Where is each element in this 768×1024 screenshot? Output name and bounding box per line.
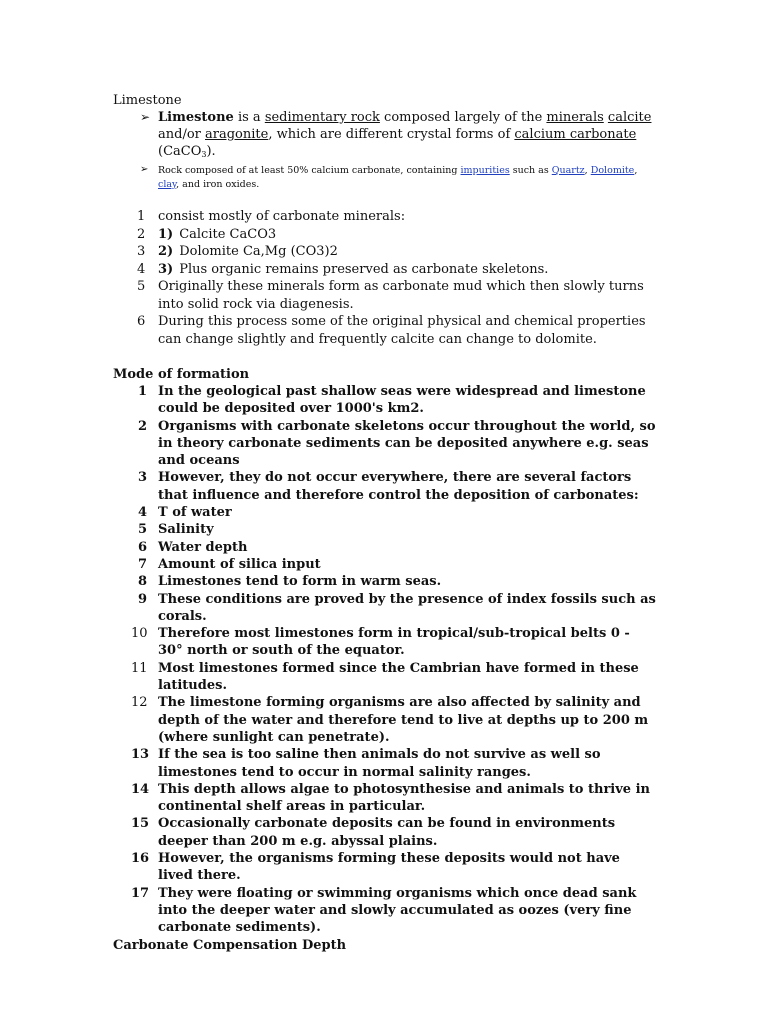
list-item-number: 11	[131, 660, 148, 676]
list-item	[113, 226, 658, 244]
list-item-number: 5	[137, 279, 146, 294]
link-minerals[interactable]: minerals	[546, 110, 604, 125]
list-item-number: 8	[137, 574, 147, 590]
list-item	[113, 313, 658, 348]
list-item-text: However, they do not occur everywhere, there are several factors that influence and therefore control the deposition of carbonates:	[158, 470, 639, 503]
link-clay[interactable]: clay	[158, 179, 177, 190]
list-item-marker: 2)	[158, 244, 174, 259]
formation-list	[113, 383, 658, 937]
term-limestone: Limestone	[158, 110, 234, 125]
list-item-text: Therefore most limestones form in tropical/sub-tropical belts 0 - 30° north or south of the equator.	[158, 626, 630, 659]
list-item-text: Amount of silica input	[158, 556, 321, 572]
link-quartz[interactable]: Quartz	[551, 165, 585, 176]
list-item-text: Limestones tend to form in warm seas.	[158, 574, 442, 590]
list-item-text: They were floating or swimming organisms which once dead sank into the deeper water and slowly accumulated as oozes (very fine carbonate sediments).	[158, 885, 637, 936]
list-item-number: 4	[137, 505, 147, 521]
list-item-number: 13	[131, 747, 150, 763]
list-item-number: 2	[137, 226, 146, 242]
list-item-number: 7	[137, 556, 147, 572]
list-item-number: 5	[137, 522, 147, 538]
link-sedimentary-rock[interactable]: sedimentary rock	[264, 110, 380, 125]
list-item	[113, 781, 658, 816]
list-item-text: Salinity	[158, 522, 214, 538]
list-item	[113, 815, 658, 850]
list-item-marker: 3)	[158, 261, 174, 277]
list-item	[113, 243, 658, 261]
list-item-text: However, the organisms forming these deposits would not have lived there.	[158, 851, 620, 884]
list-item-number: 1	[137, 384, 147, 399]
list-item-text: Water depth	[158, 539, 248, 555]
link-aragonite[interactable]: aragonite	[205, 127, 269, 142]
list-item	[113, 573, 658, 590]
mineral-list	[113, 208, 658, 348]
section-heading-formation: Mode of formation	[113, 367, 250, 382]
arrow-bullet-icon: ➢	[140, 110, 151, 124]
document-body	[113, 92, 658, 954]
list-item-text: Plus organic remains preserved as carbonate skeletons.	[179, 261, 549, 277]
list-item	[113, 694, 658, 746]
list-item-number: 17	[131, 885, 150, 901]
list-item	[113, 504, 658, 521]
list-item-number: 16	[131, 851, 150, 867]
list-item	[113, 261, 658, 279]
list-item-number: 15	[131, 816, 150, 832]
list-item-number: 3	[137, 470, 147, 486]
list-item-text: Occasionally carbonate deposits can be found in environments deeper than 200 m e.g. abyssal plains.	[158, 816, 616, 849]
list-item	[113, 278, 658, 313]
list-item-text: Most limestones formed since the Cambrian have formed in these latitudes.	[158, 660, 639, 694]
list-item-text: T of water	[158, 505, 232, 521]
list-item-number: 6	[137, 539, 147, 555]
list-item-number: 6	[137, 314, 146, 329]
list-item	[113, 591, 658, 626]
list-item-number: 1	[137, 209, 146, 224]
link-dolomite[interactable]: Dolomite	[590, 165, 635, 176]
list-item	[113, 383, 658, 418]
list-item-number: 4	[137, 261, 146, 277]
list-item-text: Calcite CaCO3	[179, 226, 277, 242]
list-item-text: In the geological past shallow seas were widespread and limestone could be deposited over 1000's km2.	[158, 384, 646, 417]
list-item-number: 9	[137, 591, 147, 607]
list-item-text: Organisms with carbonate skeletons occur throughout the world, so in theory carbonate sediments can be deposited anywhere e.g. seas and oceans	[158, 418, 656, 469]
list-item-number: 2	[137, 418, 147, 434]
link-impurities[interactable]: impurities	[460, 165, 510, 176]
definition-bullet: ➢ Limestone is a sedimentary rock composed largely of the minerals calcite and/or aragonite, which are different crystal forms of calcium carbonate (CaCO$_3$).	[140, 110, 652, 159]
list-item-text: If the sea is too saline then animals do not survive as well so limestones tend to occur in normal salinity ranges.	[158, 747, 601, 780]
list-item-text: These conditions are proved by the presence of index fossils such as corals.	[158, 591, 656, 624]
document-title: Limestone	[113, 93, 182, 108]
list-item	[113, 539, 658, 556]
list-item	[113, 556, 658, 573]
link-calcium-carbonate[interactable]: calcium carbonate	[514, 127, 637, 142]
list-item	[113, 625, 658, 660]
list-item	[113, 885, 658, 937]
list-item-marker: 1)	[158, 226, 174, 242]
list-item	[113, 208, 658, 226]
list-item-text: During this process some of the original physical and chemical properties can change slightly and frequently calcite can change to dolomite.	[158, 314, 646, 347]
list-item-text: Dolomite Ca,Mg (CO3)2	[179, 244, 338, 259]
section-heading-ccd: Carbonate Compensation Depth	[113, 937, 347, 953]
list-item-number: 14	[131, 781, 150, 797]
list-item-number: 3	[137, 244, 146, 259]
list-item	[113, 418, 658, 470]
link-calcite[interactable]: calcite	[607, 110, 652, 125]
composition-bullet: ➢ Rock composed of at least 50% calcium carbonate, containing impurities such as Quartz, Dolomite, clay, and iron oxides.	[140, 164, 638, 190]
list-item-text: This depth allows algae to photosynthesise and animals to thrive in continental shelf areas in particular.	[158, 781, 650, 815]
list-item	[113, 660, 658, 695]
list-item	[113, 850, 658, 885]
list-item-number: 12	[131, 695, 148, 711]
list-item	[113, 521, 658, 538]
list-item	[113, 746, 658, 781]
list-item-text: Originally these minerals form as carbonate mud which then slowly turns into solid rock via diagenesis.	[158, 279, 644, 312]
list-item-number: 10	[131, 626, 148, 642]
list-item-text: consist mostly of carbonate minerals:	[158, 209, 406, 224]
list-item-text: The limestone forming organisms are also affected by salinity and depth of the water and therefore tend to live at depths up to 200 m (where sunlight can penetrate).	[158, 695, 649, 745]
list-item	[113, 469, 658, 504]
arrow-bullet-icon: ➢	[140, 164, 149, 175]
